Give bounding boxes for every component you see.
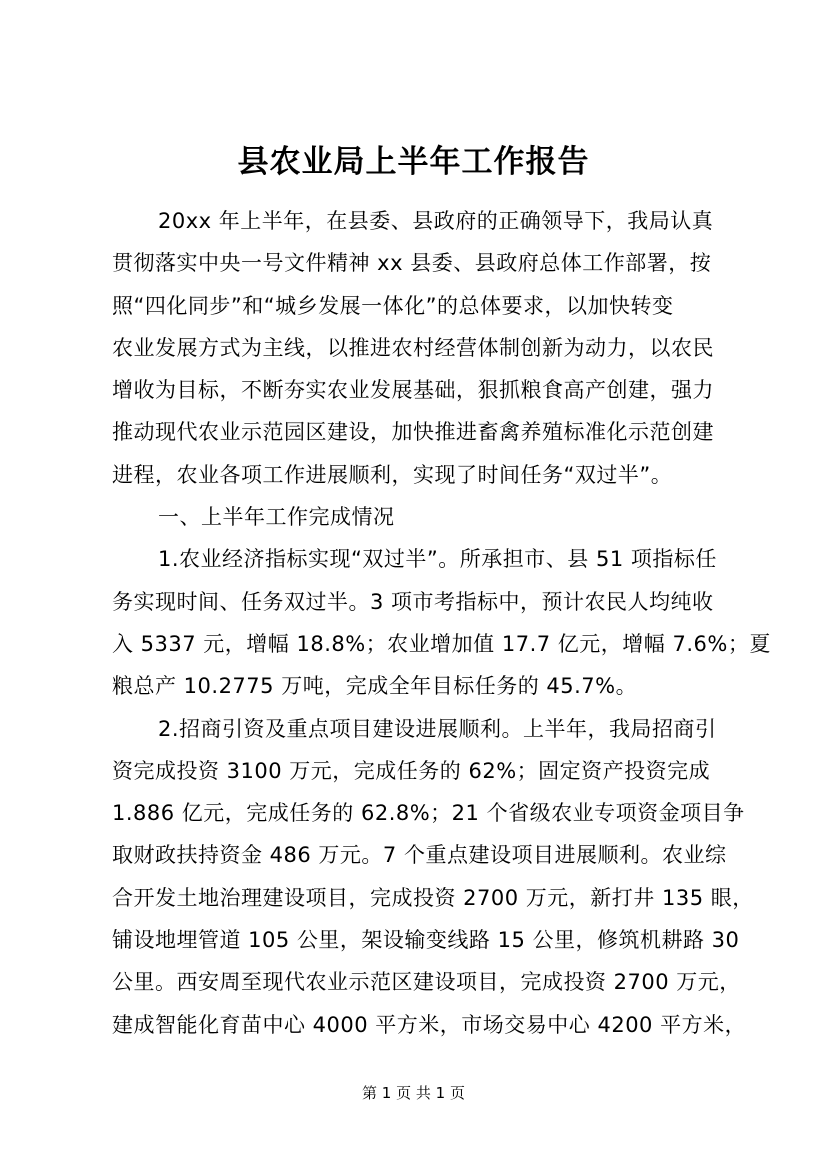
paragraph-line: 入 5337 元，增幅 18.8%；农业增加值 17.7 亿元，增幅 7.6%；夏 xyxy=(112,631,771,656)
paragraph-line: 进程，农业各项工作进展顺利，实现了时间任务“双过半”。 xyxy=(112,462,673,487)
paragraph-line: 2.招商引资及重点项目建设进展顺利。上半年，我局招商引 xyxy=(158,716,717,741)
document-body xyxy=(112,200,771,1046)
paragraph-line: 取财政扶持资金 486 万元。7 个重点建设项目进展顺利。农业综 xyxy=(112,843,727,868)
paragraph-line: 推动现代农业示范园区建设，加快推进畜禽养殖标准化示范创建 xyxy=(112,420,714,445)
paragraph-line: 铺设地埋管道 105 公里，架设输变线路 15 公里，修筑机耕路 30 xyxy=(112,928,740,953)
paragraph-line: 农业发展方式为主线，以推进农村经营体制创新为动力，以农民 xyxy=(112,335,714,360)
paragraph-line: 1.886 亿元，完成任务的 62.8%；21 个省级农业专项资金项目争 xyxy=(112,801,745,826)
paragraph-line: 资完成投资 3100 万元，完成任务的 62%；固定资产投资完成 xyxy=(112,758,711,783)
paragraph-line: 合开发土地治理建设项目，完成投资 2700 万元，新打井 135 眼， xyxy=(112,885,754,910)
paragraph-line: 照“四化同步”和“城乡发展一体化”的总体要求，以加快转变 xyxy=(112,293,674,318)
section-heading: 一、上半年工作完成情况 xyxy=(158,505,395,530)
paragraph-line: 建成智能化育苗中心 4000 平方米，市场交易中心 4200 平方米， xyxy=(112,1012,747,1037)
paragraph-line: 公里。西安周至现代农业示范区建设项目，完成投资 2700 万元， xyxy=(112,970,741,995)
paragraph-line: 1.农业经济指标实现“双过半”。所承担市、县 51 项指标任 xyxy=(158,547,717,572)
paragraph-line: 务实现时间、任务双过半。3 项市考指标中，预计农民人均纯收 xyxy=(112,589,714,614)
page-footer: 第 1 页 共 1 页 xyxy=(362,1084,465,1102)
paragraph-line: 粮总产 10.2775 万吨，完成全年目标任务的 45.7%。 xyxy=(112,674,638,699)
document-title: 县农业局上半年工作报告 xyxy=(237,144,590,180)
paragraph-line: 贯彻落实中央一号文件精神 xx 县委、县政府总体工作部署，按 xyxy=(112,251,712,276)
paragraph-line: 20xx 年上半年，在县委、县政府的正确领导下，我局认真 xyxy=(158,209,714,233)
paragraph-line: 增收为目标，不断夯实农业发展基础，狠抓粮食高产创建，强力 xyxy=(112,378,714,403)
